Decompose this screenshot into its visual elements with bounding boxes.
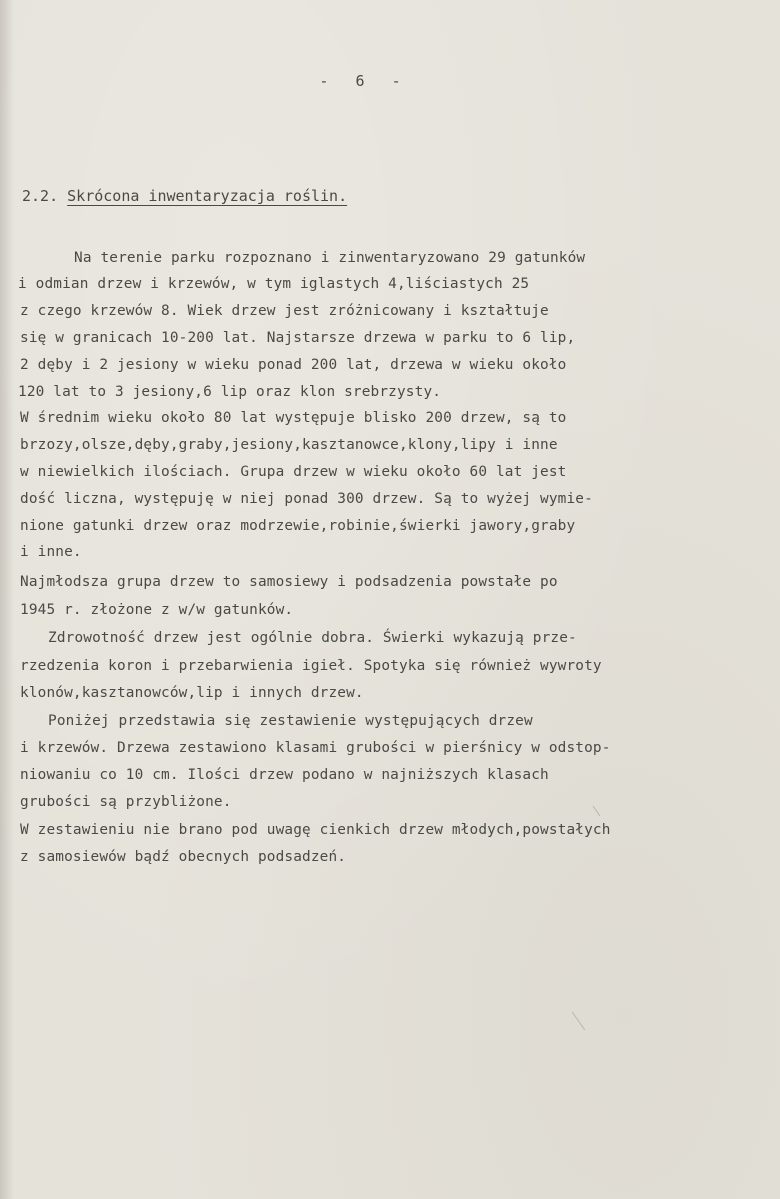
text-line: W średnim wieku około 80 lat występuje blisko 200 drzew, są to: [20, 410, 567, 426]
text-line: 2 dęby i 2 jesiony w wieku ponad 200 lat, drzewa w wieku około: [20, 357, 567, 373]
text-line: się w granicach 10-200 lat. Najstarsze drzewa w parku to 6 lip,: [20, 330, 576, 346]
text-line: i krzewów. Drzewa zestawiono klasami grubości w pierśnicy w odstop-: [20, 740, 611, 756]
section-title: Skrócona inwentaryzacja roślin.: [67, 187, 348, 205]
page-number: - 6 -: [319, 72, 401, 90]
text-line: W zestawieniu nie brano pod uwagę cienkich drzew młodych,powstałych: [20, 822, 611, 838]
text-line: klonów,kasztanowców,lip i innych drzew.: [20, 685, 364, 701]
text-line: grubości są przybliżone.: [20, 794, 232, 810]
paper-scratch: [572, 1012, 585, 1031]
section-heading: [22, 187, 347, 205]
page-edge-shadow: [0, 0, 14, 1199]
text-line: z czego krzewów 8. Wiek drzew jest zróżnicowany i kształtuje: [20, 303, 549, 319]
paper-scratch: [593, 806, 601, 816]
text-line: dość liczna, występuję w niej ponad 300 drzew. Są to wyżej wymie-: [20, 491, 593, 507]
text-line: rzedzenia koron i przebarwienia igieł. Spotyka się również wywroty: [20, 658, 602, 674]
text-line: Najmłodsza grupa drzew to samosiewy i podsadzenia powstałe po: [20, 574, 558, 590]
text-line: Zdrowotność drzew jest ogólnie dobra. Świerki wykazują prze-: [48, 630, 577, 646]
text-line: niowaniu co 10 cm. Ilości drzew podano w najniższych klasach: [20, 767, 549, 783]
text-line: 1945 r. złożone z w/w gatunków.: [20, 602, 294, 618]
section-number: 2.2.: [22, 187, 59, 205]
text-line: Na terenie parku rozpoznano i zinwentaryzowano 29 gatunków: [74, 250, 586, 266]
text-line: i inne.: [20, 544, 82, 560]
text-line: Poniżej przedstawia się zestawienie występujących drzew: [48, 713, 533, 729]
text-line: 120 lat to 3 jesiony,6 lip oraz klon srebrzysty.: [18, 384, 442, 400]
text-line: z samosiewów bądź obecnych podsadzeń.: [20, 849, 347, 865]
text-line: i odmian drzew i krzewów, w tym iglastych 4,liściastych 25: [18, 276, 530, 292]
text-line: brzozy,olsze,dęby,graby,jesiony,kasztanowce,klony,lipy i inne: [20, 437, 558, 453]
text-line: nione gatunki drzew oraz modrzewie,robinie,świerki jawory,graby: [20, 518, 576, 534]
text-line: w niewielkich ilościach. Grupa drzew w wieku około 60 lat jest: [20, 464, 567, 480]
